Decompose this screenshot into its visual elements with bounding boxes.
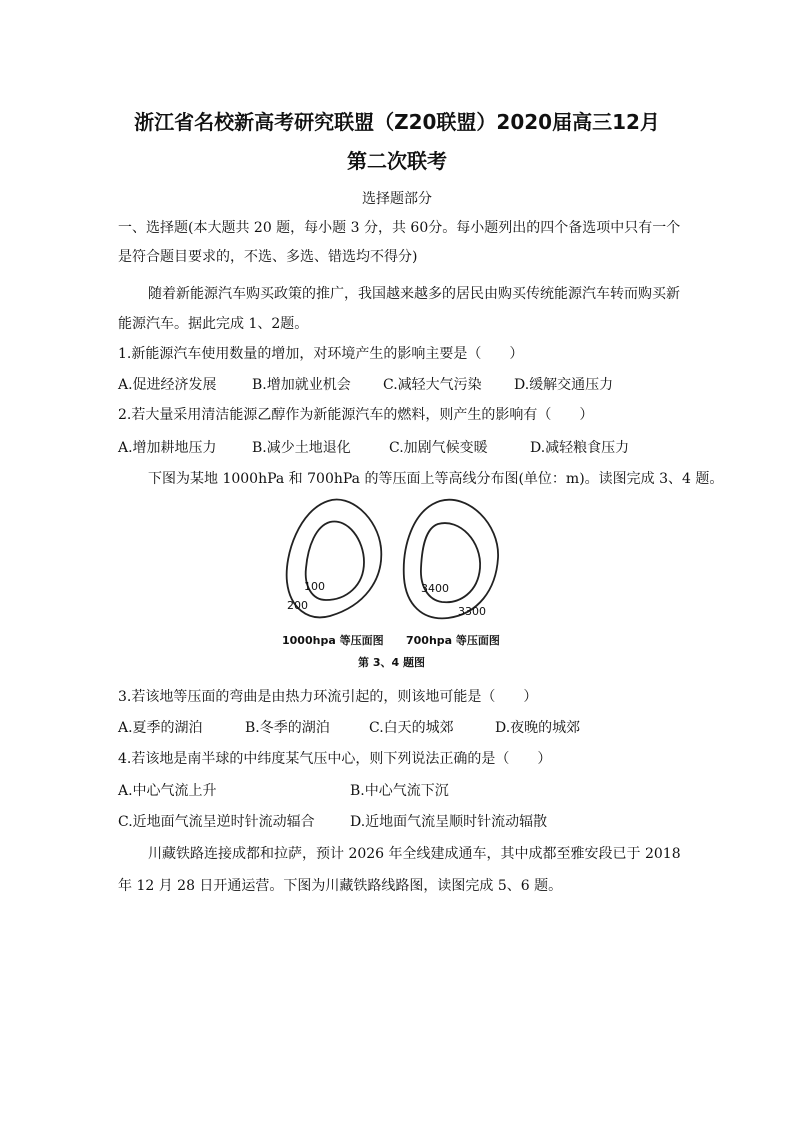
question-4-stem: 4.若该地是南半球的中纬度某气压中心，则下列说法正确的是（ ）: [118, 751, 552, 767]
question-2-option-a: A.增加耕地压力: [118, 440, 217, 456]
instructions-line2: 是符合题目要求的，不选、多选、错选均不得分): [118, 249, 418, 265]
question-4-option-c: C.近地面气流呈逆时针流动辐合: [118, 814, 315, 830]
question-2-stem: 2.若大量采用清洁能源乙醇作为新能源汽车的燃料，则产生的影响有（ ）: [118, 407, 594, 423]
right-outer-label: 3300: [458, 605, 486, 618]
question-3-stem: 3.若该地等压面的弯曲是由热力环流引起的，则该地可能是（ ）: [118, 689, 538, 705]
question-1-stem: 1.新能源汽车使用数量的增加，对环境产生的影响主要是（ ）: [118, 346, 524, 362]
question-2-option-d: D.减轻粮食压力: [530, 440, 630, 456]
passage3-line1: 川藏铁路连接成都和拉萨，预计 2026 年全线建成通车，其中成都至雅安段已于 2018: [148, 846, 681, 862]
left-map-caption: 1000hpa 等压面图: [282, 634, 384, 647]
exam-title-line2: 第二次联考: [347, 149, 447, 173]
left-inner-label: 100: [304, 580, 325, 593]
question-4-option-a: A.中心气流上升: [118, 783, 217, 799]
question-1-option-b: B.增加就业机会: [252, 377, 351, 393]
question-1-option-a: A.促进经济发展: [118, 377, 217, 393]
instructions-line1: 一、选择题(本大题共 20 题，每小题 3 分，共 60分。每小题列出的四个备选项中只有一个: [118, 220, 681, 236]
isobaric-surface-figure: [270, 488, 530, 673]
question-2-option-b: B.减少土地退化: [252, 440, 351, 456]
right-map-caption: 700hpa 等压面图: [406, 634, 500, 647]
question-1-option-c: C.减轻大气污染: [383, 377, 482, 393]
question-3-option-c: C.白天的城郊: [369, 720, 454, 736]
figure-caption: 第 3、4 题图: [358, 656, 425, 669]
passage3-line2: 年 12 月 28 日开通运营。下图为川藏铁路线路图，读图完成 5、6 题。: [118, 878, 563, 894]
question-1-option-d: D.缓解交通压力: [514, 377, 614, 393]
question-2-option-c: C.加剧气候变暖: [389, 440, 488, 456]
question-3-option-b: B.冬季的湖泊: [245, 720, 330, 736]
passage1-line2: 能源汽车。据此完成 1、2题。: [118, 316, 309, 332]
right-contour-map: [404, 500, 498, 619]
question-3-option-d: D.夜晚的城郊: [495, 720, 581, 736]
question-4-option-b: B.中心气流下沉: [350, 783, 449, 799]
passage2-text: 下图为某地 1000hPa 和 700hPa 的等压面上等高线分布图(单位：m)。读图完成 3、4 题。: [148, 471, 724, 487]
exam-title-line1: 浙江省名校新高考研究联盟（Z20联盟）2020届高三12月: [134, 110, 660, 134]
right-outer-contour: [404, 500, 498, 619]
passage1-line1: 随着新能源汽车购买政策的推广，我国越来越多的居民由购买传统能源汽车转而购买新: [148, 286, 680, 302]
question-4-option-d: D.近地面气流呈顺时针流动辐散: [350, 814, 548, 830]
left-outer-label: 200: [287, 599, 308, 612]
question-3-option-a: A.夏季的湖泊: [118, 720, 203, 736]
section-heading: 选择题部分: [362, 191, 432, 207]
right-inner-label: 3400: [421, 582, 449, 595]
